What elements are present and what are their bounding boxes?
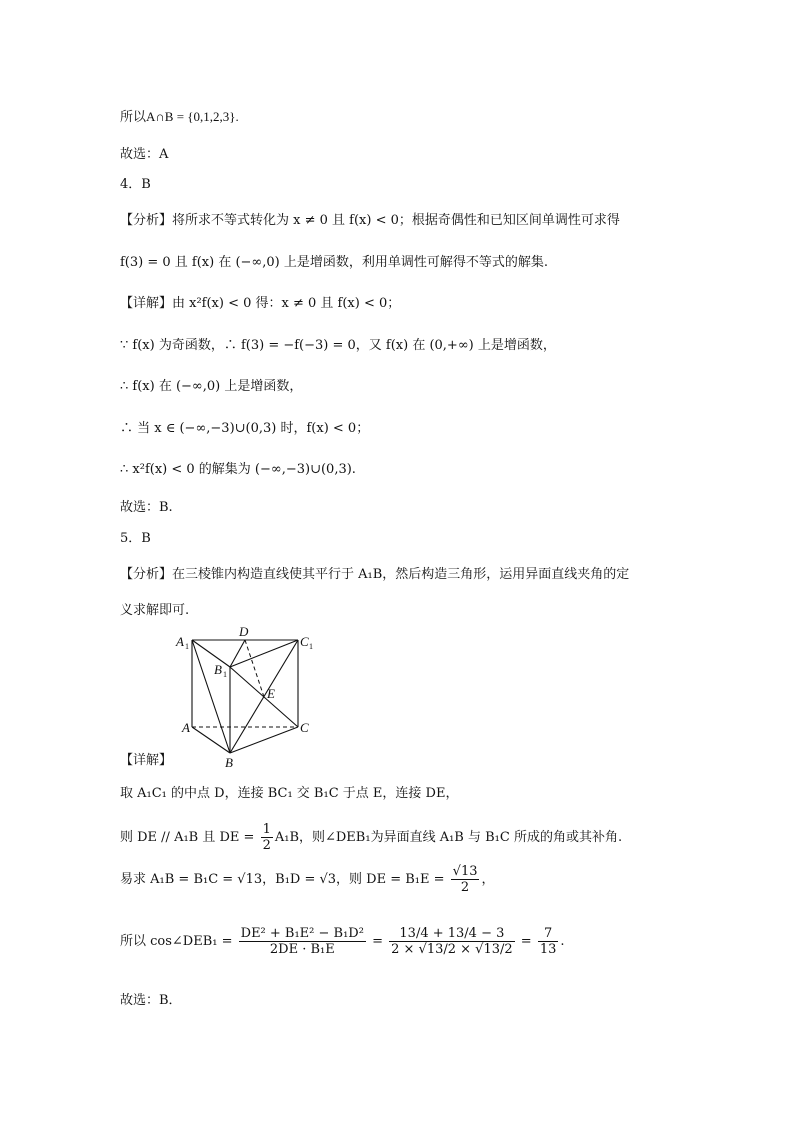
result-statement: 所以A∩B = {0,1,2,3}. (120, 109, 239, 124)
q5-analysis-line-2: 义求解即可. (120, 603, 190, 618)
label-c1: C (300, 634, 309, 649)
segment-a1-b (192, 640, 230, 753)
question-5-number: 5．B (120, 531, 151, 546)
triangular-prism-figure (170, 622, 320, 772)
fraction-numerator: 1 (262, 822, 271, 837)
q5-line3-post: ， (481, 872, 495, 887)
text-line-1 (120, 108, 239, 127)
fraction-denominator: 2DE · B₁E (269, 942, 335, 957)
label-d: D (239, 624, 249, 639)
q4-detail-line-1: 【详解】由 x²f(x) < 0 得：x ≠ 0 且 f(x) < 0； (120, 296, 401, 311)
edge-a-b (192, 727, 230, 753)
q4-detail-line-5: ∴ x²f(x) < 0 的解集为 (−∞,−3)∪(0,3). (120, 462, 356, 477)
q5-detail-line-4 (120, 926, 565, 957)
label-c1-sub: 1 (309, 642, 313, 651)
edge-b-c (230, 727, 298, 753)
prism-diagram (170, 622, 320, 772)
fraction-numerator: DE² + B₁E² − B₁D² (240, 926, 364, 941)
text-line-2: 故选：A (120, 147, 169, 162)
label-a1-sub: 1 (185, 642, 189, 651)
q5-line2-post: A₁B，则∠DEB₁为异面直线 A₁B 与 B₁C 所成的角或其补角. (274, 830, 623, 845)
fraction-denominator: 2 (262, 838, 271, 853)
fraction-numerator: √13 (452, 864, 478, 879)
fraction-numerator: 13/4 + 13/4 − 3 (389, 926, 515, 942)
q4-analysis-line-1: 【分析】将所求不等式转化为 x ≠ 0 且 f(x) < 0；根据奇偶性和已知区间单调性可求得 (120, 213, 620, 228)
label-b: B (225, 755, 233, 770)
fraction-denominator: 2 × √13/2 × √13/2 (391, 942, 513, 957)
label-a1: A (176, 634, 184, 649)
fraction-denominator: 13 (539, 942, 557, 957)
label-b1-sub: 1 (223, 670, 227, 679)
q5-detail-line-3 (120, 864, 495, 895)
segment-b1-d (230, 640, 245, 667)
q4-answer: 故选：B. (120, 500, 173, 515)
q5-line4-pre: 所以 cos∠DEB₁ = (120, 934, 237, 949)
q5-analysis-line-1: 【分析】在三棱锥内构造直线使其平行于 A₁B，然后构造三角形，运用异面直线夹角的定 (120, 567, 630, 582)
equals-sign: = (516, 934, 536, 949)
q5-line3-pre: 易求 A₁B = B₁C = √13，B₁D = √3，则 DE = B₁E = (120, 872, 449, 887)
equals-sign: = (367, 934, 388, 949)
edge-b1-c1 (230, 640, 298, 667)
fraction-numerator: 7 (538, 926, 559, 942)
label-b1: B (214, 662, 222, 677)
q4-detail-line-3: ∴ f(x) 在 (−∞,0) 上是增函数， (120, 379, 303, 394)
q5-line2-pre: 则 DE // A₁B 且 DE = (120, 830, 259, 845)
label-a: A (182, 720, 190, 735)
fraction-sqrt13-half (451, 864, 480, 895)
fraction-substituted (389, 926, 515, 957)
q4-detail-line-4: ∴ 当 x ∈ (−∞,−3)∪(0,3) 时，f(x) < 0； (120, 421, 370, 436)
question-4-number: 4．B (120, 177, 151, 192)
q4-detail-line-2: ∵ f(x) 为奇函数，∴ f(3) = −f(−3) = 0，又 f(x) 在 (0,+∞) 上是增函数， (120, 338, 556, 353)
edge-a1-b1 (192, 640, 230, 667)
q5-detail-line-1: 取 A₁C₁ 的中点 D，连接 BC₁ 交 B₁C 于点 E，连接 DE， (120, 786, 459, 801)
period: . (560, 934, 565, 949)
fraction-result (538, 926, 559, 957)
fraction-cosine-formula (239, 926, 366, 957)
label-e: E (267, 686, 275, 701)
q4-analysis-line-2: f(3) = 0 且 f(x) 在 (−∞,0) 上是增函数，利用单调性可解得不等式的解集. (120, 255, 549, 270)
q5-detail-heading: 【详解】 (120, 753, 173, 768)
fraction-denominator: 2 (460, 880, 470, 895)
q5-answer: 故选：B． (120, 993, 182, 1008)
fraction-one-half (261, 822, 273, 853)
label-c: C (300, 720, 309, 735)
q5-detail-line-2 (120, 822, 622, 853)
